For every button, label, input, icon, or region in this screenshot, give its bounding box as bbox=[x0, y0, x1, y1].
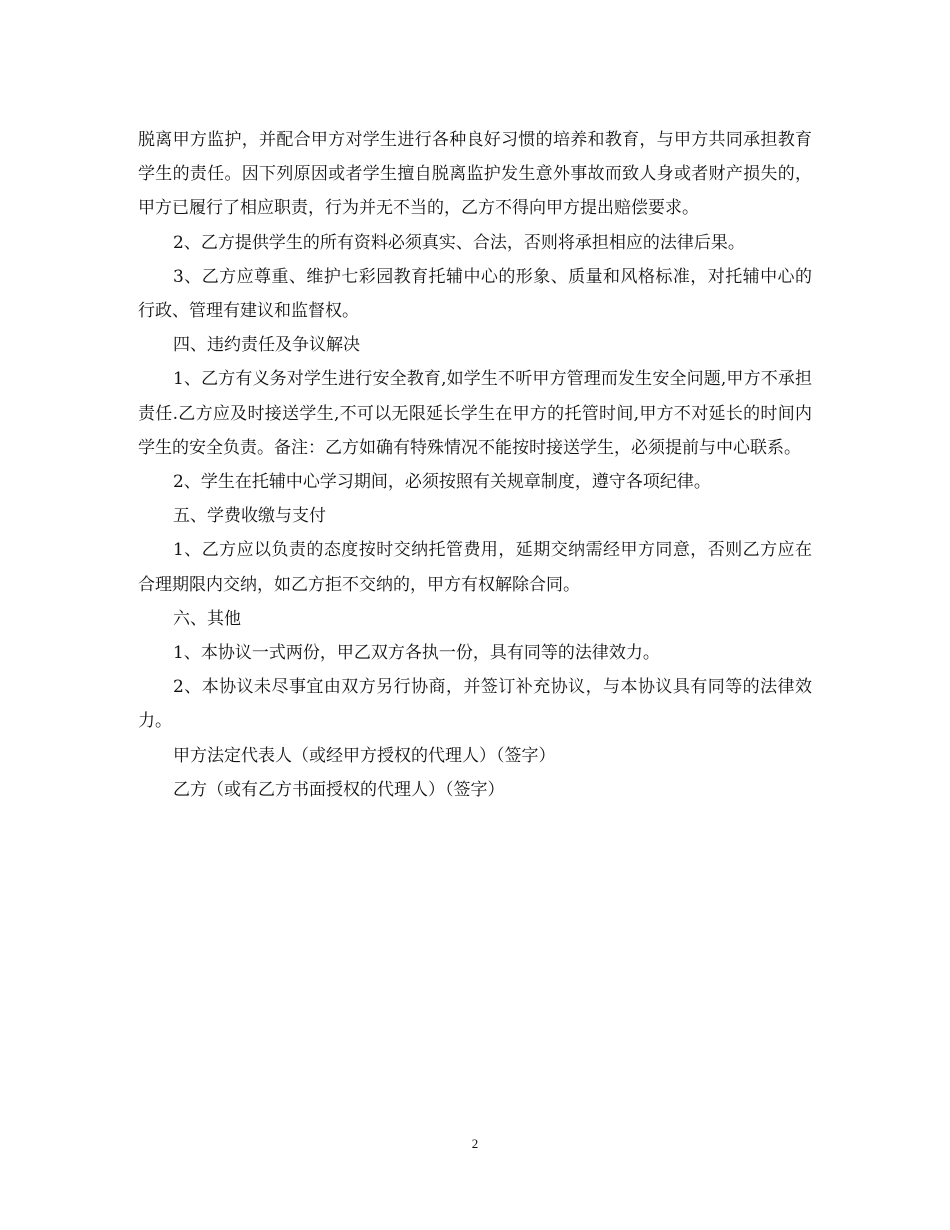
paragraph-clause-2: 2、乙方提供学生的所有资料必须真实、合法，否则将承担相应的法律后果。 bbox=[173, 232, 745, 253]
paragraph-fees-1: 1、乙方应以负责的态度按时交纳托管费用，延期交纳需经甲方同意，否则乙方应在合理期限内交纳，如乙方拒不交纳的，甲方有权解除合同。 bbox=[138, 540, 812, 595]
section-heading-other: 六、其他 bbox=[173, 608, 241, 629]
paragraph-continuation: 脱离甲方监护，并配合甲方对学生进行各种良好习惯的培养和教育，与甲方共同承担教育学生的责任。因下列原因或者学生擅自脱离监护发生意外事故而致人身或者财产损失的，甲方已履行了相应职责，行为并无不当的，乙方不得向甲方提出赔偿要求。 bbox=[138, 130, 812, 219]
signature-line-party-a: 甲方法定代表人（或经甲方授权的代理人）（签字） bbox=[173, 745, 556, 766]
paragraph-other-1: 1、本协议一式两份，甲乙双方各执一份，具有同等的法律效力。 bbox=[173, 643, 660, 664]
section-heading-fees: 五、学费收缴与支付 bbox=[173, 506, 326, 527]
page-number: 2 bbox=[471, 1136, 479, 1151]
paragraph-other-2: 2、本协议未尽事宜由双方另行协商，并签订补充协议，与本协议具有同等的法律效力。 bbox=[138, 677, 812, 732]
paragraph-breach-2: 2、学生在托辅中心学习期间，必须按照有关规章制度，遵守各项纪律。 bbox=[173, 472, 711, 493]
signature-line-party-b: 乙方（或有乙方书面授权的代理人）（签字） bbox=[173, 779, 505, 800]
section-heading-breach: 四、违约责任及争议解决 bbox=[173, 335, 360, 356]
document-body bbox=[138, 123, 812, 807]
paragraph-clause-3: 3、乙方应尊重、维护七彩园教育托辅中心的形象、质量和风格标准，对托辅中心的行政、管理有建议和监督权。 bbox=[138, 266, 812, 322]
paragraph-breach-1: 1、乙方有义务对学生进行安全教育,如学生不听甲方管理而发生安全问题,甲方不承担责任.乙方应及时接送学生,不可以无限延长学生在甲方的托管时间,甲方不对延长的时间内学生的安全负责。备注：乙方如确有特殊情况不能按时接送学生，必须提前与中心联系。 bbox=[138, 369, 812, 458]
